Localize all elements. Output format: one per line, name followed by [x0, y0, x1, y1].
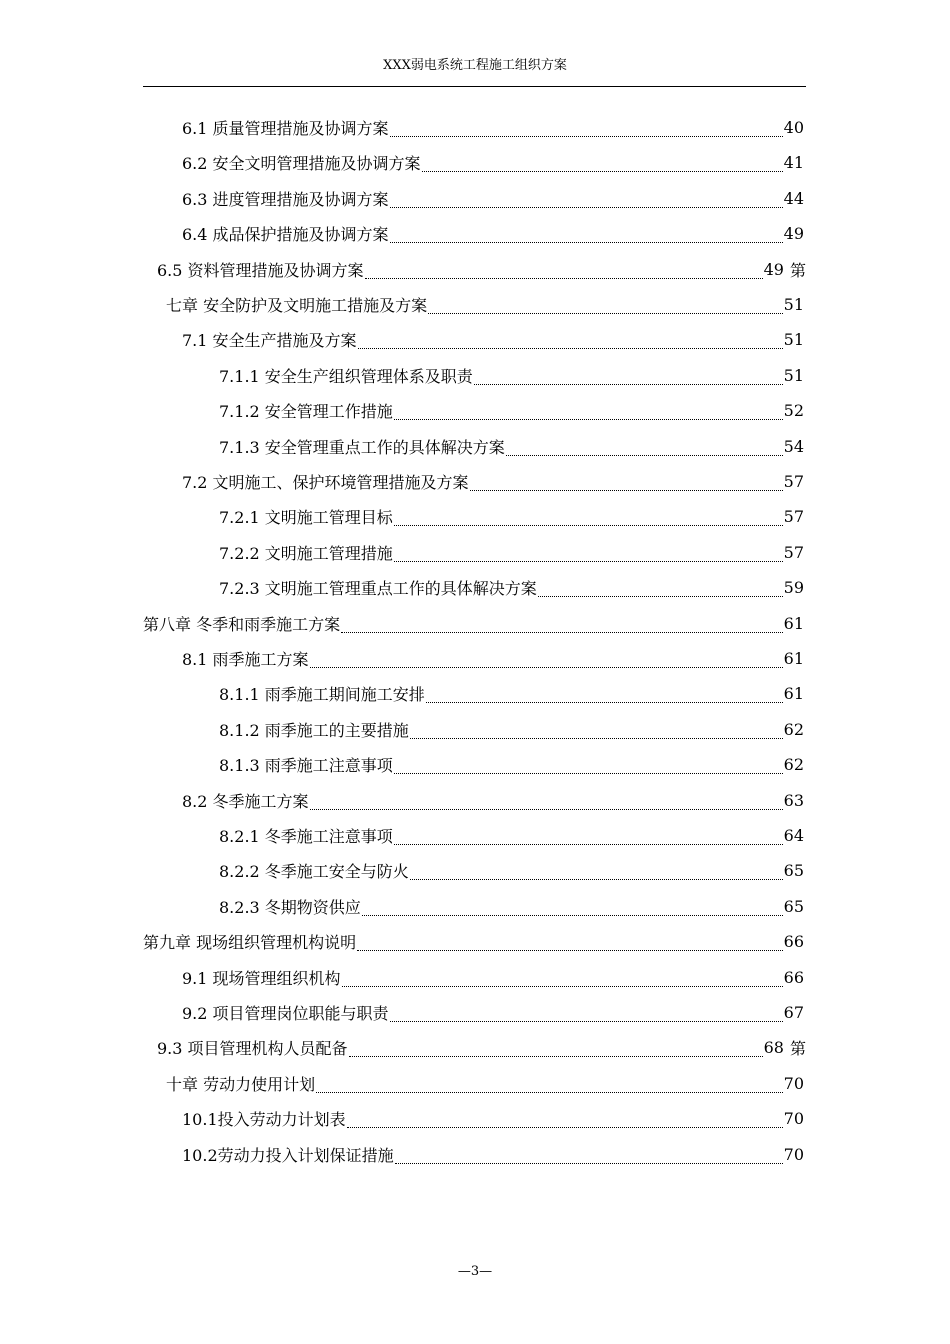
- toc-entry-label: 8.1.2 雨季施工的主要措施: [219, 720, 409, 740]
- toc-entry-page: 64: [783, 826, 804, 845]
- toc-entry[interactable]: [219, 429, 804, 464]
- toc-entry[interactable]: [182, 181, 804, 216]
- toc-entry-page: 70: [783, 1109, 804, 1129]
- toc-entry-label: 9.1 现场管理组织机构: [182, 968, 341, 988]
- toc-entry-page: 54: [783, 436, 804, 456]
- toc-entry-wrap-text: 第: [789, 260, 806, 280]
- toc-entry-label: 第八章 冬季和雨季施工方案: [143, 614, 341, 634]
- toc-entry-label: 十章 劳动力使用计划: [166, 1074, 316, 1094]
- toc-entry-page: 68: [763, 1038, 784, 1058]
- toc-entry-page: 51: [783, 295, 804, 314]
- toc-entry-label: 8.1.3 雨季施工注意事项: [219, 756, 393, 776]
- toc-entry-label: 10.2劳动力投入计划保证措施: [182, 1145, 394, 1165]
- toc-entry[interactable]: [157, 252, 806, 287]
- toc-entry-page: 51: [783, 365, 804, 385]
- toc-entry-label: 6.3 进度管理措施及协调方案: [182, 189, 389, 209]
- toc-entry[interactable]: [182, 216, 804, 251]
- toc-leader-dots: [394, 830, 783, 845]
- toc-entry-page: 63: [783, 790, 804, 810]
- toc-leader-dots: [410, 865, 783, 880]
- toc-entry-page: 57: [783, 542, 804, 562]
- toc-entry[interactable]: [219, 393, 804, 428]
- toc-entry-label: 7.2 文明施工、保护环境管理措施及方案: [182, 473, 469, 492]
- page-number: —3—: [457, 1264, 493, 1279]
- toc-entry[interactable]: [182, 783, 804, 818]
- toc-entry[interactable]: [219, 747, 804, 782]
- page-header: XXX弱电系统工程施工组织方案: [383, 58, 567, 73]
- toc-entry-page: 49: [763, 259, 784, 279]
- toc-leader-dots: [310, 653, 783, 668]
- toc-entry-label: 第九章 现场组织管理机构说明: [143, 933, 357, 953]
- toc-entry[interactable]: [182, 641, 804, 676]
- toc-entry[interactable]: [157, 1030, 806, 1065]
- toc-entry-page: 40: [783, 118, 804, 137]
- toc-entry-label: 7.1.2 安全管理工作措施: [219, 402, 393, 422]
- toc-leader-dots: [394, 405, 783, 420]
- toc-leader-dots: [394, 547, 783, 562]
- toc-leader-dots: [506, 441, 783, 456]
- toc-leader-dots: [470, 476, 783, 491]
- toc-entry-label: 7.2.1 文明施工管理目标: [219, 508, 393, 528]
- toc-entry-page: 61: [783, 613, 804, 633]
- toc-leader-dots: [395, 1149, 783, 1164]
- toc-entry-label: 7.2.3 文明施工管理重点工作的具体解决方案: [219, 579, 537, 599]
- toc-entry-label: 6.5 资料管理措施及协调方案: [157, 260, 364, 280]
- toc-leader-dots: [390, 1007, 783, 1022]
- toc-entry[interactable]: [143, 924, 804, 959]
- toc-entry-label: 8.1.1 雨季施工期间施工安排: [219, 685, 425, 705]
- toc-entry-page: 62: [783, 719, 804, 739]
- toc-entry-wrap-text: 第: [789, 1039, 806, 1059]
- header-rule: [143, 86, 806, 87]
- toc-entry[interactable]: [219, 570, 804, 605]
- toc-entry[interactable]: [182, 995, 804, 1030]
- toc-leader-dots: [347, 1113, 783, 1128]
- toc-entry[interactable]: [219, 358, 804, 393]
- toc-entry-label: 6.1 质量管理措施及协调方案: [182, 119, 389, 138]
- toc-leader-dots: [394, 511, 783, 526]
- toc-entry[interactable]: [219, 889, 804, 924]
- toc-entry-page: 49: [783, 224, 804, 244]
- toc-entry-label: 10.1投入劳动力计划表: [182, 1110, 346, 1130]
- toc-entry-page: 61: [783, 684, 804, 704]
- toc-entry[interactable]: [182, 464, 804, 499]
- toc-entry[interactable]: [166, 287, 804, 322]
- toc-entry-label: 9.2 项目管理岗位职能与职责: [182, 1004, 389, 1023]
- toc-entry-label: 6.4 成品保护措施及协调方案: [182, 225, 389, 245]
- toc-leader-dots: [422, 157, 783, 172]
- toc-leader-dots: [362, 901, 783, 916]
- toc-entry[interactable]: [166, 1066, 804, 1101]
- toc-entry-label: 8.2.1 冬季施工注意事项: [219, 827, 393, 846]
- toc-entry-page: 62: [783, 755, 804, 775]
- toc-entry[interactable]: [182, 110, 804, 145]
- toc-entry-page: 51: [783, 330, 804, 350]
- toc-entry-label: 七章 安全防护及文明施工措施及方案: [166, 296, 428, 315]
- toc-entry-label: 7.2.2 文明施工管理措施: [219, 543, 393, 563]
- toc-leader-dots: [410, 724, 783, 739]
- toc-leader-dots: [341, 618, 783, 633]
- toc-entry-page: 66: [783, 932, 804, 952]
- toc-entry-page: 57: [783, 507, 804, 527]
- toc-entry-page: 52: [783, 401, 804, 421]
- toc-entry[interactable]: [219, 818, 804, 853]
- toc-entry[interactable]: [143, 606, 804, 641]
- toc-entry-page: 41: [783, 153, 804, 173]
- toc-entry[interactable]: [182, 145, 804, 180]
- toc-entry[interactable]: [182, 960, 804, 995]
- toc-entry-label: 6.2 安全文明管理措施及协调方案: [182, 154, 421, 174]
- toc-entry-page: 70: [783, 1144, 804, 1164]
- toc-entry[interactable]: [219, 712, 804, 747]
- toc-leader-dots: [358, 334, 783, 349]
- toc-entry-label: 7.1.3 安全管理重点工作的具体解决方案: [219, 437, 505, 457]
- toc-leader-dots: [349, 1042, 763, 1057]
- toc-leader-dots: [428, 299, 783, 314]
- toc-entry-page: 44: [783, 188, 804, 208]
- toc-leader-dots: [390, 228, 783, 243]
- toc-entry-label: 8.1 雨季施工方案: [182, 650, 309, 669]
- toc-entry-label: 7.1 安全生产措施及方案: [182, 331, 357, 351]
- toc-entry-page: 61: [783, 649, 804, 668]
- toc-entry[interactable]: [219, 535, 804, 570]
- toc-leader-dots: [474, 370, 783, 385]
- toc-entry-page: 67: [783, 1003, 804, 1022]
- toc-entry-page: 59: [783, 578, 804, 598]
- toc-entry[interactable]: [219, 853, 804, 888]
- toc-entry[interactable]: [182, 1137, 804, 1172]
- toc-entry-label: 8.2.3 冬期物资供应: [219, 897, 361, 917]
- toc-entry[interactable]: [219, 499, 804, 534]
- toc-leader-dots: [365, 264, 763, 279]
- toc-entry[interactable]: [219, 676, 804, 711]
- toc-entry-page: 70: [783, 1073, 804, 1093]
- toc-leader-dots: [394, 759, 783, 774]
- toc-leader-dots: [310, 795, 783, 810]
- toc-entry-page: 66: [783, 967, 804, 987]
- toc-leader-dots: [538, 582, 783, 597]
- toc-entry-label: 9.3 项目管理机构人员配备: [157, 1039, 348, 1059]
- toc-leader-dots: [357, 936, 783, 951]
- toc-entry-page: 65: [783, 861, 804, 881]
- toc-entry-page: 65: [783, 896, 804, 916]
- toc-leader-dots: [342, 972, 783, 987]
- toc-entry[interactable]: [182, 1101, 804, 1136]
- toc-entry[interactable]: [182, 322, 804, 357]
- toc-leader-dots: [390, 122, 783, 137]
- toc-leader-dots: [316, 1078, 783, 1093]
- toc-entry-page: 57: [783, 472, 804, 491]
- toc-leader-dots: [390, 193, 783, 208]
- toc-leader-dots: [426, 688, 783, 703]
- toc-entry-label: 7.1.1 安全生产组织管理体系及职责: [219, 366, 473, 386]
- toc-entry-label: 8.2 冬季施工方案: [182, 791, 309, 811]
- toc-entry-label: 8.2.2 冬季施工安全与防火: [219, 862, 409, 882]
